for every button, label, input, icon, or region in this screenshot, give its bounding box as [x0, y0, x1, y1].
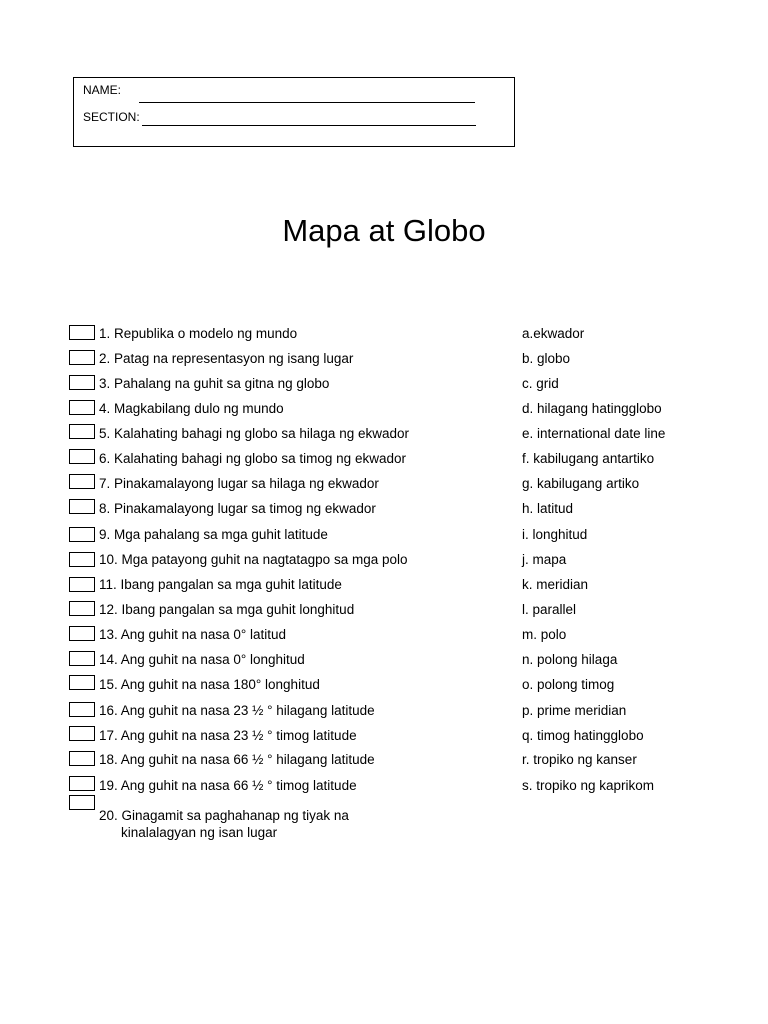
answer-box[interactable]: [69, 577, 95, 592]
question-text: 13. Ang guhit na nasa 0° latitud: [99, 627, 287, 642]
answer-box[interactable]: [69, 675, 95, 690]
question-text: 8. Pinakamalayong lugar sa timog ng ekwador: [99, 501, 376, 516]
answer-choice: a.ekwador: [522, 326, 585, 341]
answer-box[interactable]: [69, 651, 95, 666]
question-text: 17. Ang guhit na nasa 23 ½ ° timog latitude: [99, 728, 357, 743]
question-text: [99, 807, 399, 841]
answer-choice: m. polo: [522, 627, 567, 642]
question-text: 15. Ang guhit na nasa 180° longhitud: [99, 677, 320, 692]
question-text: 5. Kalahating bahagi ng globo sa hilaga ng ekwador: [99, 426, 409, 441]
name-label: NAME:: [83, 83, 122, 97]
answer-box[interactable]: [69, 325, 95, 340]
question-text: 16. Ang guhit na nasa 23 ½ ° hilagang latitude: [99, 703, 375, 718]
answer-choice: q. timog hatingglobo: [522, 728, 644, 743]
question-20-line-1: 20. Ginagamit sa paghahanap ng tiyak na: [99, 808, 349, 823]
answer-box[interactable]: [69, 400, 95, 415]
section-field-line[interactable]: [142, 125, 476, 126]
question-20-line-2: kinalalagyan ng isan lugar: [121, 825, 278, 840]
page-title: Mapa at Globo: [282, 213, 486, 248]
answer-choice: s. tropiko ng kaprikom: [522, 778, 655, 793]
question-text: 9. Mga pahalang sa mga guhit latitude: [99, 527, 328, 542]
answer-box[interactable]: [69, 375, 95, 390]
question-text: 4. Magkabilang dulo ng mundo: [99, 401, 284, 416]
answer-box[interactable]: [69, 601, 95, 616]
question-text: 3. Pahalang na guhit sa gitna ng globo: [99, 376, 330, 391]
answer-choice: n. polong hilaga: [522, 652, 618, 667]
answer-choice: f. kabilugang antartiko: [522, 451, 655, 466]
answer-box[interactable]: [69, 552, 95, 567]
question-text: 1. Republika o modelo ng mundo: [99, 326, 298, 341]
answer-box[interactable]: [69, 499, 95, 514]
answer-box[interactable]: [69, 626, 95, 641]
answer-choice: g. kabilugang artiko: [522, 476, 640, 491]
answer-box[interactable]: [69, 424, 95, 439]
answer-box[interactable]: [69, 527, 95, 542]
answer-choice: d. hilagang hatingglobo: [522, 401, 662, 416]
answer-box[interactable]: [69, 702, 95, 717]
answer-choice: o. polong timog: [522, 677, 615, 692]
section-label: SECTION:: [83, 110, 140, 124]
answer-box[interactable]: [69, 474, 95, 489]
name-field-line[interactable]: [139, 102, 475, 103]
answer-choice: p. prime meridian: [522, 703, 627, 718]
answer-box[interactable]: [69, 726, 95, 741]
answer-box[interactable]: [69, 795, 95, 810]
question-text: 14. Ang guhit na nasa 0° longhitud: [99, 652, 305, 667]
question-text: 10. Mga patayong guhit na nagtatagpo sa mga polo: [99, 552, 408, 567]
answer-choice: e. international date line: [522, 426, 666, 441]
answer-box[interactable]: [69, 449, 95, 464]
answer-box[interactable]: [69, 776, 95, 791]
answer-choice: l. parallel: [522, 602, 577, 617]
student-info-box: [73, 77, 515, 147]
question-text: 12. Ibang pangalan sa mga guhit longhitud: [99, 602, 355, 617]
answer-choice: b. globo: [522, 351, 571, 366]
answer-choice: j. mapa: [522, 552, 567, 567]
answer-choice: h. latitud: [522, 501, 574, 516]
question-text: 18. Ang guhit na nasa 66 ½ ° hilagang latitude: [99, 752, 375, 767]
answer-choice: i. longhitud: [522, 527, 588, 542]
question-text: 6. Kalahating bahagi ng globo sa timog ng ekwador: [99, 451, 406, 466]
answer-choice: r. tropiko ng kanser: [522, 752, 637, 767]
answer-box[interactable]: [69, 350, 95, 365]
question-text: 11. Ibang pangalan sa mga guhit latitude: [99, 577, 342, 592]
question-text: 7. Pinakamalayong lugar sa hilaga ng ekwador: [99, 476, 379, 491]
question-text: 19. Ang guhit na nasa 66 ½ ° timog latitude: [99, 778, 357, 793]
question-text: 2. Patag na representasyon ng isang lugar: [99, 351, 354, 366]
answer-choice: c. grid: [522, 376, 559, 391]
answer-box[interactable]: [69, 751, 95, 766]
answer-choice: k. meridian: [522, 577, 589, 592]
